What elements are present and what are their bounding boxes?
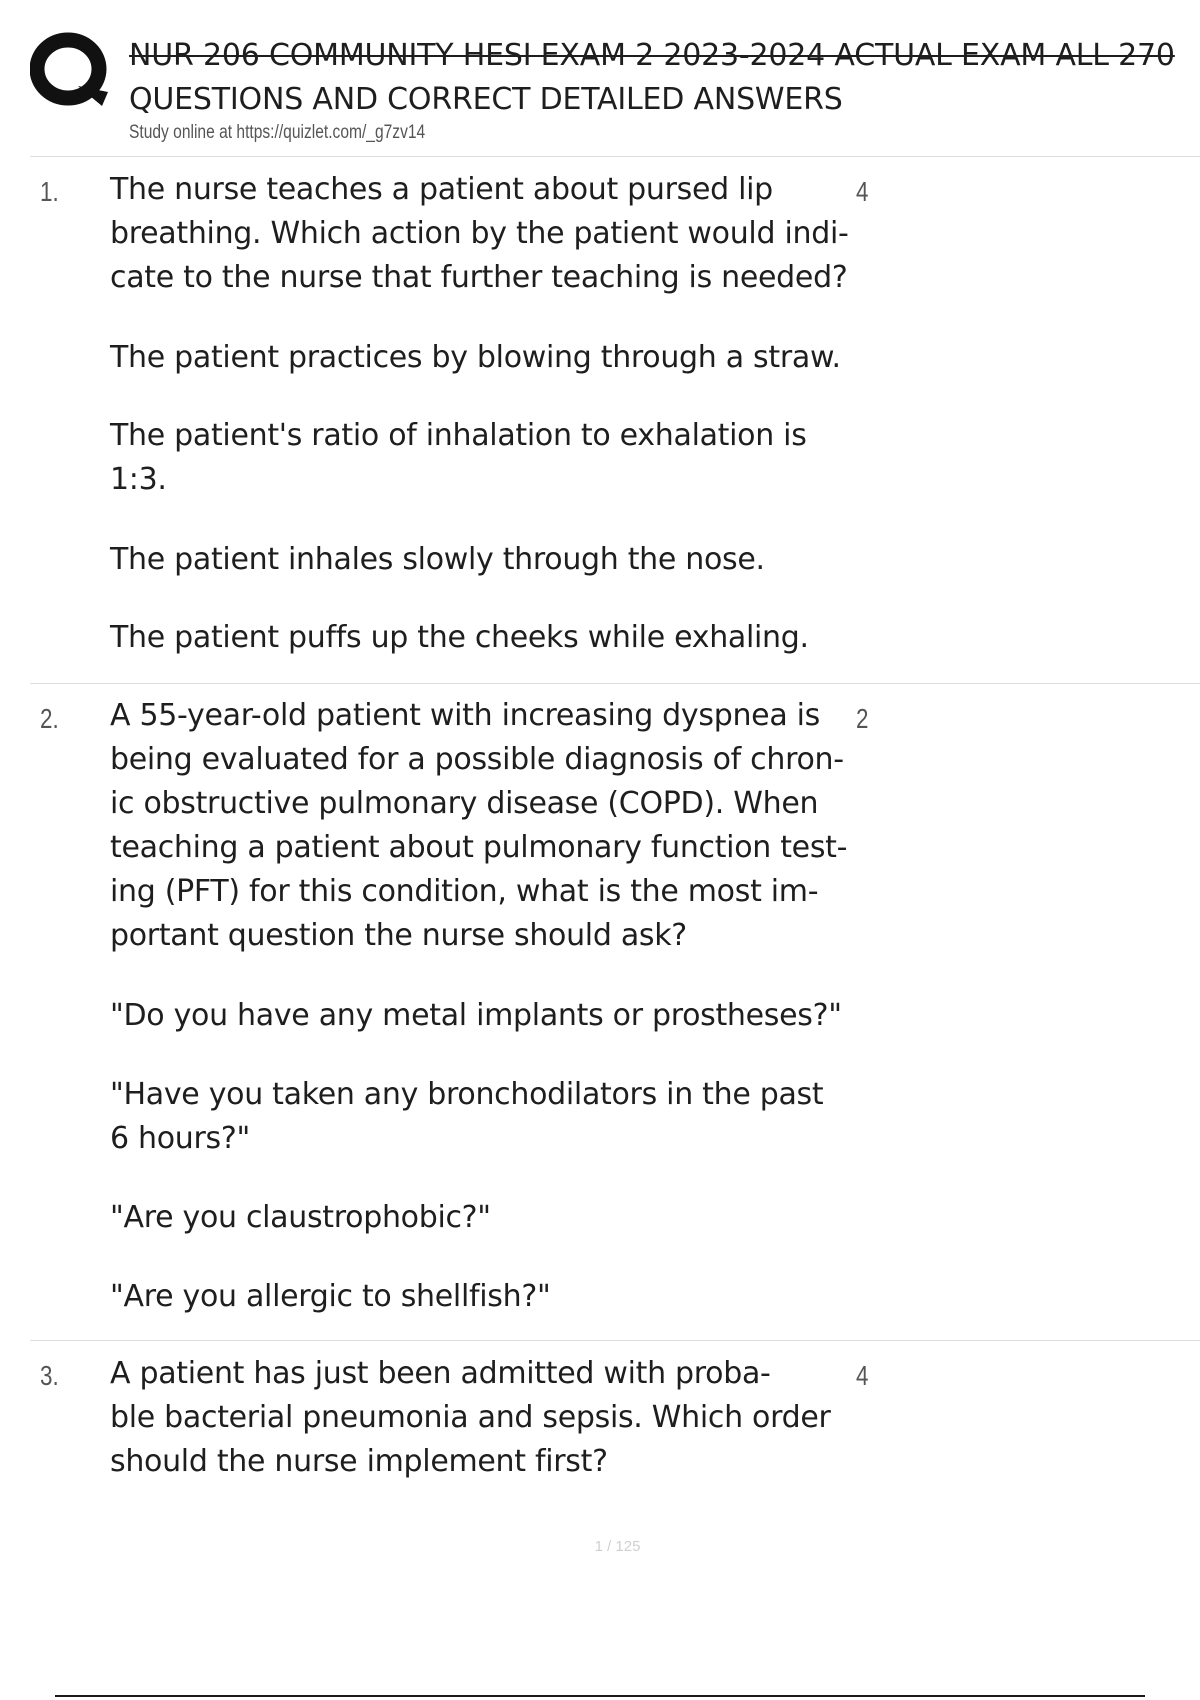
option-line: "Have you taken any bronchodilators in the past — [110, 1077, 824, 1112]
question-text-line: A 55-year-old patient with increasing dyspnea is — [110, 698, 821, 733]
question-text-line: ic obstructive pulmonary disease (COPD). When — [110, 786, 819, 821]
source-link-text[interactable]: Study online at https://quizlet.com/_g7zv14 — [129, 122, 426, 143]
question-text-line: should the nurse implement first? — [110, 1444, 608, 1479]
question-text-line: ing (PFT) for this condition, what is the most im- — [110, 874, 819, 909]
option-line: 1:3. — [110, 462, 167, 497]
question-number: 1. — [40, 176, 59, 207]
question-text-line: being evaluated for a possible diagnosis of chron- — [110, 742, 844, 777]
question-text — [110, 1352, 856, 1484]
answer-option — [110, 1275, 856, 1319]
question-number: 2. — [40, 703, 59, 734]
option-line: 6 hours?" — [110, 1121, 250, 1156]
question-divider — [30, 683, 1200, 684]
document-title — [129, 34, 1200, 122]
question-text-line: A patient has just been admitted with proba- — [110, 1356, 771, 1391]
question-text — [110, 694, 856, 958]
page-number: 1 / 125 — [594, 1538, 641, 1555]
question-text — [110, 168, 856, 300]
document-header — [0, 0, 1200, 160]
page-bottom-rule — [55, 1695, 1145, 1697]
answer-key: 2 — [856, 703, 869, 734]
header-divider — [30, 156, 1200, 157]
answer-option — [110, 336, 856, 380]
option-line: The patient's ratio of inhalation to exhalation is — [110, 418, 807, 453]
question-text-line: ble bacterial pneumonia and sepsis. Which order — [110, 1400, 831, 1435]
answer-option — [110, 1073, 856, 1161]
question-text-line: cate to the nurse that further teaching is needed? — [110, 260, 848, 295]
title-line-1: NUR 206 COMMUNITY HESI EXAM 2 2023-2024 ACTUAL EXAM ALL 270 — [129, 38, 1175, 73]
option-line: The patient practices by blowing through a straw. — [110, 340, 841, 375]
question-number: 3. — [40, 1360, 59, 1391]
answer-key: 4 — [856, 176, 869, 207]
option-line: "Do you have any metal implants or prostheses?" — [110, 998, 842, 1033]
question-divider — [30, 1340, 1200, 1341]
question-text-line: breathing. Which action by the patient would indi- — [110, 216, 849, 251]
question-text-line: teaching a patient about pulmonary function test- — [110, 830, 848, 865]
question-text-line: portant question the nurse should ask? — [110, 918, 687, 953]
answer-key: 4 — [856, 1360, 869, 1391]
option-line: "Are you claustrophobic?" — [110, 1200, 491, 1235]
answer-option — [110, 538, 856, 582]
answer-option — [110, 616, 856, 660]
quizlet-q-logo-icon — [30, 30, 112, 112]
option-line: "Are you allergic to shellfish?" — [110, 1279, 551, 1314]
question-text-line: The nurse teaches a patient about pursed lip — [110, 172, 773, 207]
answer-option — [110, 414, 856, 502]
title-line-2: QUESTIONS AND CORRECT DETAILED ANSWERS — [129, 82, 843, 117]
answer-option — [110, 1196, 856, 1240]
answer-option — [110, 994, 856, 1038]
option-line: The patient inhales slowly through the nose. — [110, 542, 765, 577]
option-line: The patient puffs up the cheeks while exhaling. — [110, 620, 809, 655]
